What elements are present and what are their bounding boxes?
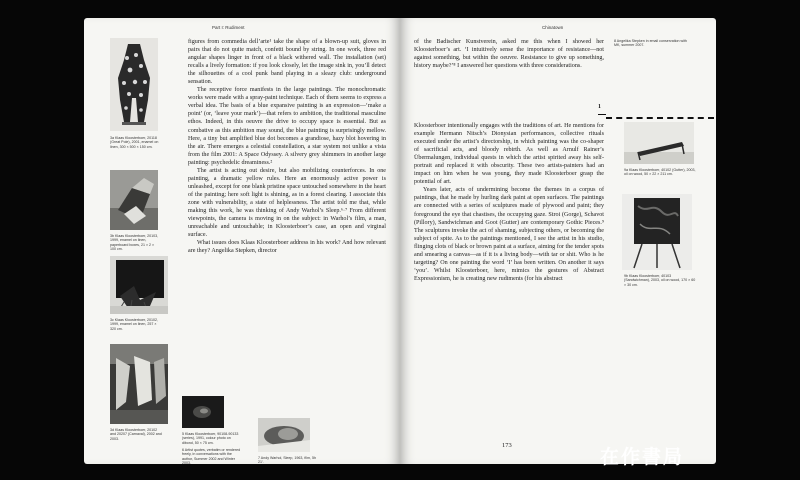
watermark-stamp: 在作書局 — [600, 446, 685, 468]
caption-7: 7 Andy Warhol, Sleep, 1963, film, 5h 21′. — [258, 456, 316, 464]
page-number: 173 — [502, 442, 512, 449]
paragraph: What issues does Klaas Kloosterboer address in his work? And how relevant are they? Angelika Stepken, director — [188, 240, 386, 255]
footnote-6: 6 Artist quotes, verbatim or rendered freely, in conversations with the author, Summer 2002 and Winter 2003. — [182, 448, 241, 464]
paragraph: Years later, acts of undermining become the themes in a corpus of paintings, that he made by hurling dark paint at open surfaces. The paintings are connected with a series of sculptures made of plywood and paint; they foreground the eye that chastises, the occupying gaze. Stroi (Gorge), Schavot (Pillory), Sandwichman and Goot (Gutter) are contemporary Gothic Pieces.⁹ The sculptures invoke the act of shaming, subjecting others, or becoming the subject of spite. As to the paintings mentioned, I see the artist in his studio, flinging clots of black or brown paint at a surface, aiming for the tender spots and smearing a canvas—as if it is a living body—with tar or shit. Who is he targeting? On one painting the word ‘I’ has been written. On another it says ‘you’. Whilst Kloosterboer, here, mimics the gestures of Abstract Expressionism, he is creating new rudiments (for his abstract — [414, 187, 604, 282]
right-page — [400, 18, 716, 464]
right-body-text — [414, 122, 604, 283]
left-body-text — [188, 38, 386, 255]
figure-3b — [110, 170, 158, 230]
caption-3b: 3b Klaas Kloosterboer, 20103, 1999, enamel on linen, paperboard boxes, 21 × 2 × 100 cm. — [110, 234, 159, 251]
figure-5 — [182, 396, 224, 428]
left-page — [84, 18, 400, 464]
paragraph: The artist is acting out desire, but also mobilizing counterforces. In one painting, a dramatic yellow rules. Here an enormously active power is unleashed, except for one blank pristine space untouched somewhere in the heart of the painting; here soft light is shining, as in a forest clearing. I associate this zone with vulnerability, a state of helplessness. The artist told me that, while making this work, he was thinking of Andy Warhol’s Sleep.⁶·⁷ From different viewpoints, the camera is moving in on the subject: in Warhol’s film, a man, unreachable and untouchable; in Kloosterboer’s case, an open and virginal surface. — [188, 167, 386, 239]
figure-7-sleep — [258, 418, 310, 452]
section-tick — [598, 114, 606, 115]
caption-3d: 3d Klaas Kloosterboer, 20102 and 20207 (Carnaval), 2002 and 2003. — [110, 428, 162, 441]
caption-3c: 3c Klaas Kloosterboer, 20102, 1999, enamel on linen, 257 × 320 cm. — [110, 318, 158, 331]
figure-3c — [110, 256, 168, 314]
figure-3a — [110, 38, 158, 131]
figure-9a — [624, 122, 694, 164]
caption-9b: 9b Klaas Kloosterboer, 40103 (Sandwichman), 2003, oil on wood, 170 × 60 × 30 cm. — [624, 274, 696, 287]
section-dashed-rule — [606, 117, 714, 119]
footnote-8: 8 Angelika Stepken in email conservation with MK, summer 2007. — [614, 39, 687, 48]
running-head: Chinatown — [542, 25, 564, 30]
figure-3d — [110, 344, 168, 424]
paragraph: Kloosterboer intentionally engages with the traditions of art. He mentions for example Hermann Nitsch’s Dionysian performances, collective rituals executed under the artist’s directorship, in which painting was the co-shaper of sacrificial acts, and bloody rebirth. As well as Arnulf Rainer’s Übermalungen, individual quests in which the artist spirited away his self-portrait and replaced it with obscurity. These two artists-painters had an impact on him when he was young, they made Kloosterboer grasp the potential of art. — [414, 123, 604, 186]
paragraph: of the Badischer Kunstverein, asked me this when I showed her Kloosterboer’s art. ‘I intuitively sense the importance of resistance—not against something, but within the oeuvre. Resistance to give up something, history maybe?’⁸ I answered her questions with three considerations. — [414, 39, 604, 70]
caption-9a: 9a Klaas Kloosterboer, 40102 (Gutter), 2003, oil on wood, 50 × 22 × 211 cm. — [624, 168, 696, 177]
right-top-text — [414, 38, 604, 70]
caption-5: 5 Klaas Kloosterboer, 90108-90133 (series), 1991, colour photo on dibond, 50 × 75 cm. — [182, 432, 239, 445]
section-marker: 1 — [598, 104, 601, 110]
paragraph: figures from commedia dell’arte¹ take the shape of a blown-up suit, gloves in pairs that do not quite match, confetti bound by string. In one work, three red angular shapes linger in front of a black withered wall. The installation (set) recalls a lively formation: if you look closely, let the image sink in, you’ll detect the silhouettes of a cool punk band playing in a sleazy club: underground sensation. — [188, 39, 386, 86]
running-head: Part I: Rudiment — [212, 25, 245, 30]
figure-9b — [622, 194, 692, 270]
caption-3a: 3a Klaas Kloosterboer, 20118 (Great Pole), 2001, enamel on linen, 300 × 500 × 150 cm. — [110, 136, 159, 149]
paragraph: The receptive force manifests in the large paintings. The monochromatic works were made with a spray-paint technique. Each of them seems to express a verbal idea. The basis of a blue expansive painting is an expression—‘make a point’ (or, ‘leave your mark’)—that refers to ambition, the traditional masculine ethos. Indeed, in this oeuvre the drive to occupy space is essential. But as combative as this ambition may sound, the blue painting is surprisingly mellow. Here, a tiny but amplified blue dot becomes a grandiose, hazy blot hovering in the air. There emerges a celestial constellation, a star system not unlike a vista from the film 2001: A Space Odyssey. A silvery grey shimmers in another large painting: psychedelic dreaminess.² — [188, 87, 386, 166]
